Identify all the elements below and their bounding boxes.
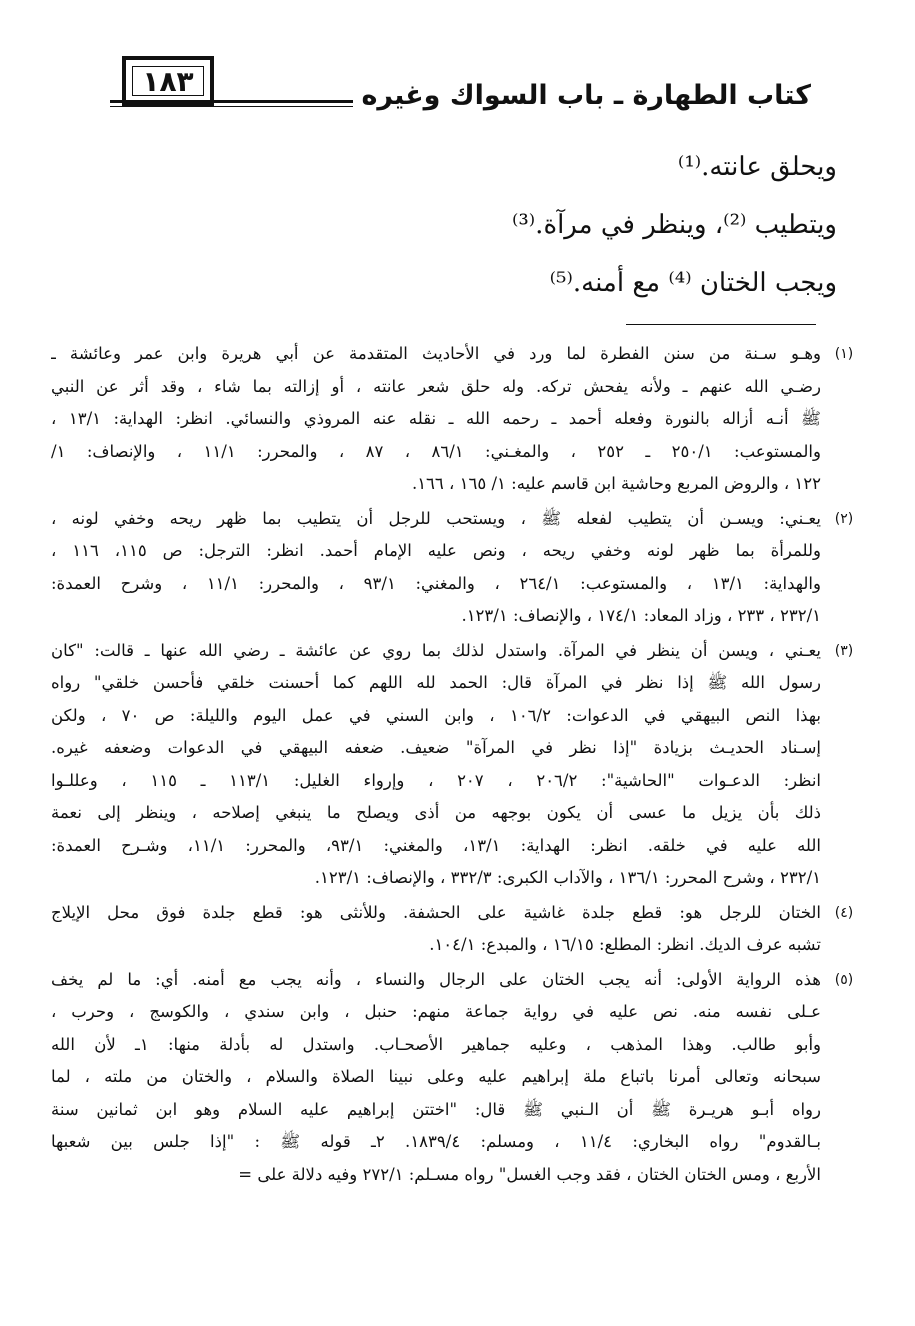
main-text bbox=[137, 138, 837, 312]
footnote-line: ٢٣٢/١ ، وشرح المحرر: ١٣٦/١ ، والآداب الكبرى: ٣٣٢/٣ ، والإنصاف: ١٢٣/١. bbox=[314, 868, 821, 887]
footnote-line: عـلى نفسه منه. نص عليه في رواية جماعة منهم: حنبل ، وابن سندي ، والكوسج ، وحرب ، bbox=[51, 1002, 821, 1021]
footnote-number: (٣) bbox=[834, 642, 854, 659]
footnote-number: (٢) bbox=[834, 510, 854, 527]
footnote-line: يعـني ، ويسن أن ينظر في المرآة. واستدل لذلك بما روي عن عائشة ـ رضي الله عنها ـ قالت: "كان bbox=[51, 640, 821, 660]
footnote-number: (١) bbox=[834, 346, 854, 362]
footnote-line: رواه أبـو هريـرة ﷺ أن الـنبي ﷺ قال: "اختتن إبراهيم عليه السلام وهو ابن ثمانين سنة bbox=[51, 1099, 821, 1119]
footnote-line: ١٢٢ ، والروض المربع وحاشية ابن قاسم عليه: ١/ ١٦٥ ، ١٦٦. bbox=[411, 474, 821, 493]
footnote-number: (٤) bbox=[834, 904, 854, 921]
footnote bbox=[51, 503, 867, 633]
footnote-line: الأربع ، ومس الختان الختان ، فقد وجب الغسل" رواه مسـلم: ٢٧٢/١ وفيه دلالة على = bbox=[238, 1164, 821, 1184]
footnote-line: وأبو طالب. وهذا المذهب ، وعليه جماهير الأصحـاب. واستدل له بأدلة منها: ١ـ لأن الله bbox=[51, 1034, 821, 1054]
main-line: ويحلق عانته.⁽¹⁾ bbox=[677, 152, 837, 182]
footnote-separator bbox=[626, 324, 816, 325]
footnotes bbox=[51, 338, 867, 1193]
footnote-number: (٥) bbox=[834, 971, 854, 988]
footnote-line: انظر: الدعـوات "الحاشية": ٢٠٦/٢ ، ٢٠٧ ، وإرواء الغليل: ١١٣/١ ـ ١١٥ ، وعللـوا bbox=[51, 770, 821, 790]
footnote-line: هذه الرواية الأولى: أنه يجب الختان على الرجال والنساء ، وأنه يجب مع أمنه. أي: ما لم يخف bbox=[51, 969, 821, 989]
footnote-body bbox=[51, 338, 821, 501]
footnote-line: والمستوعب: ٢٥٠/١ ـ ٢٥٢ ، والمغـني: ٨٦/١ ، ٨٧ ، والمحرر: ١١/١ ، والإنصاف: ١/ bbox=[51, 441, 821, 461]
footnote-line: رضـي الله عنهم ـ ولأنه يفحش تركه. وله حلق شعر عانته ، أو إزالته بما شاء ، وقد أثر عن النبي bbox=[51, 376, 821, 396]
footnote-line: رسول الله ﷺ إذا نظر في المرآة قال: الحمد لله اللهم كما أحسنت خلقي فأحسن خلقي" رواه bbox=[51, 673, 821, 692]
footnote bbox=[51, 964, 867, 1192]
footnote-line: ذلك بأن يزيل ما عسى أن يكون بوجهه من أذى ويصلح ما ينبغي إصلاحه ، وينظر إلى نعمة bbox=[51, 803, 821, 822]
footnote-body bbox=[51, 635, 821, 895]
footnote-line: الختان للرجل هو: قطع جلدة غاشية على الحشفة. وللأنثى هو: قطع جلدة فوق محل الإيلاج bbox=[51, 902, 821, 922]
running-head: كتاب الطهارة ـ باب السواك وغيره bbox=[353, 80, 819, 111]
footnote-line: تشبه عرف الديك. انظر: المطلع: ١٦/١٥ ، والمبدع: ١٠٤/١. bbox=[429, 935, 821, 954]
footnote bbox=[51, 635, 867, 895]
footnote-line: والهداية: ١٣/١ ، والمستوعب: ٢٦٤/١ ، والمغني: ٩٣/١ ، والمحرر: ١١/١ ، وشرح العمدة: bbox=[51, 573, 821, 593]
footnote bbox=[51, 897, 867, 962]
footnote-body bbox=[51, 897, 821, 962]
footnote-line: سبحانه وتعالى أمرنا باتباع ملة إبراهيم عليه وعلى نبينا الصلاة والسلام ، والختان من ملته ، لما bbox=[51, 1067, 821, 1086]
footnote-line: يعـني: ويسـن أن يتطيب لفعله ﷺ ، ويستحب للرجل أن يتطيب بما ظهر ريحه وخفي لونه ، bbox=[51, 508, 821, 528]
page-number: ١٨٣ bbox=[122, 56, 214, 106]
footnote-line: بهذا النص البيهقي في الدعوات: ١٠٦/٢ ، وابن السني في عمل اليوم والليلة: ص ٧٠ ، ولكن bbox=[51, 705, 821, 725]
footnote-line: بـالقدوم" رواه البخاري: ١١/٤ ، ومسلم: ١٨٣٩/٤. ٢ـ قوله ﷺ : "إذا جلس بين شعبها bbox=[51, 1132, 821, 1151]
footnote bbox=[51, 338, 867, 501]
footnote-body bbox=[51, 964, 821, 1192]
footnote-body bbox=[51, 503, 821, 633]
footnote-line: وللمرأة بما ظهر لونه وخفي ريحه ، ونص عليه الإمام أحمد. انظر: الترجل: ص ١١٥، ١١٦ ، bbox=[51, 541, 821, 560]
footnote-line: الله عليه في خلقه. انظر: الهداية: ١٣/١، والمغني: ٩٣/١، والمحرر: ١١/١، وشـرح العمدة: bbox=[51, 835, 821, 855]
footnote-line: وهـو سـنة من سنن الفطرة لما ورد في الأحاديث المتقدمة عن أبي هريرة وابن عمر وعائشة ـ bbox=[51, 344, 821, 363]
main-line: ويتطيب ⁽²⁾، وينظر في مرآة.⁽³⁾ bbox=[511, 210, 837, 240]
main-line: ويجب الختان ⁽⁴⁾ مع أمنه.⁽⁵⁾ bbox=[549, 268, 837, 298]
footnote-line: ﷺ أنـه أزاله بالنورة وفعله أحمد ـ رحمه الله ـ نقله عنه المروذي والنسائي. انظر: الهداية: ١٣/١ ، bbox=[51, 409, 821, 428]
footnote-line: ٢٣٢/١ ، ٢٣٣ ، وزاد المعاد: ١٧٤/١ ، والإنصاف: ١٢٣/١. bbox=[461, 606, 821, 625]
footnote-line: إسـناد الحديـث بزيادة "إذا نظر في المرآة" ضعيف. ضعفه البيهقي في الدعوات وضعفه غيره. bbox=[51, 738, 821, 757]
